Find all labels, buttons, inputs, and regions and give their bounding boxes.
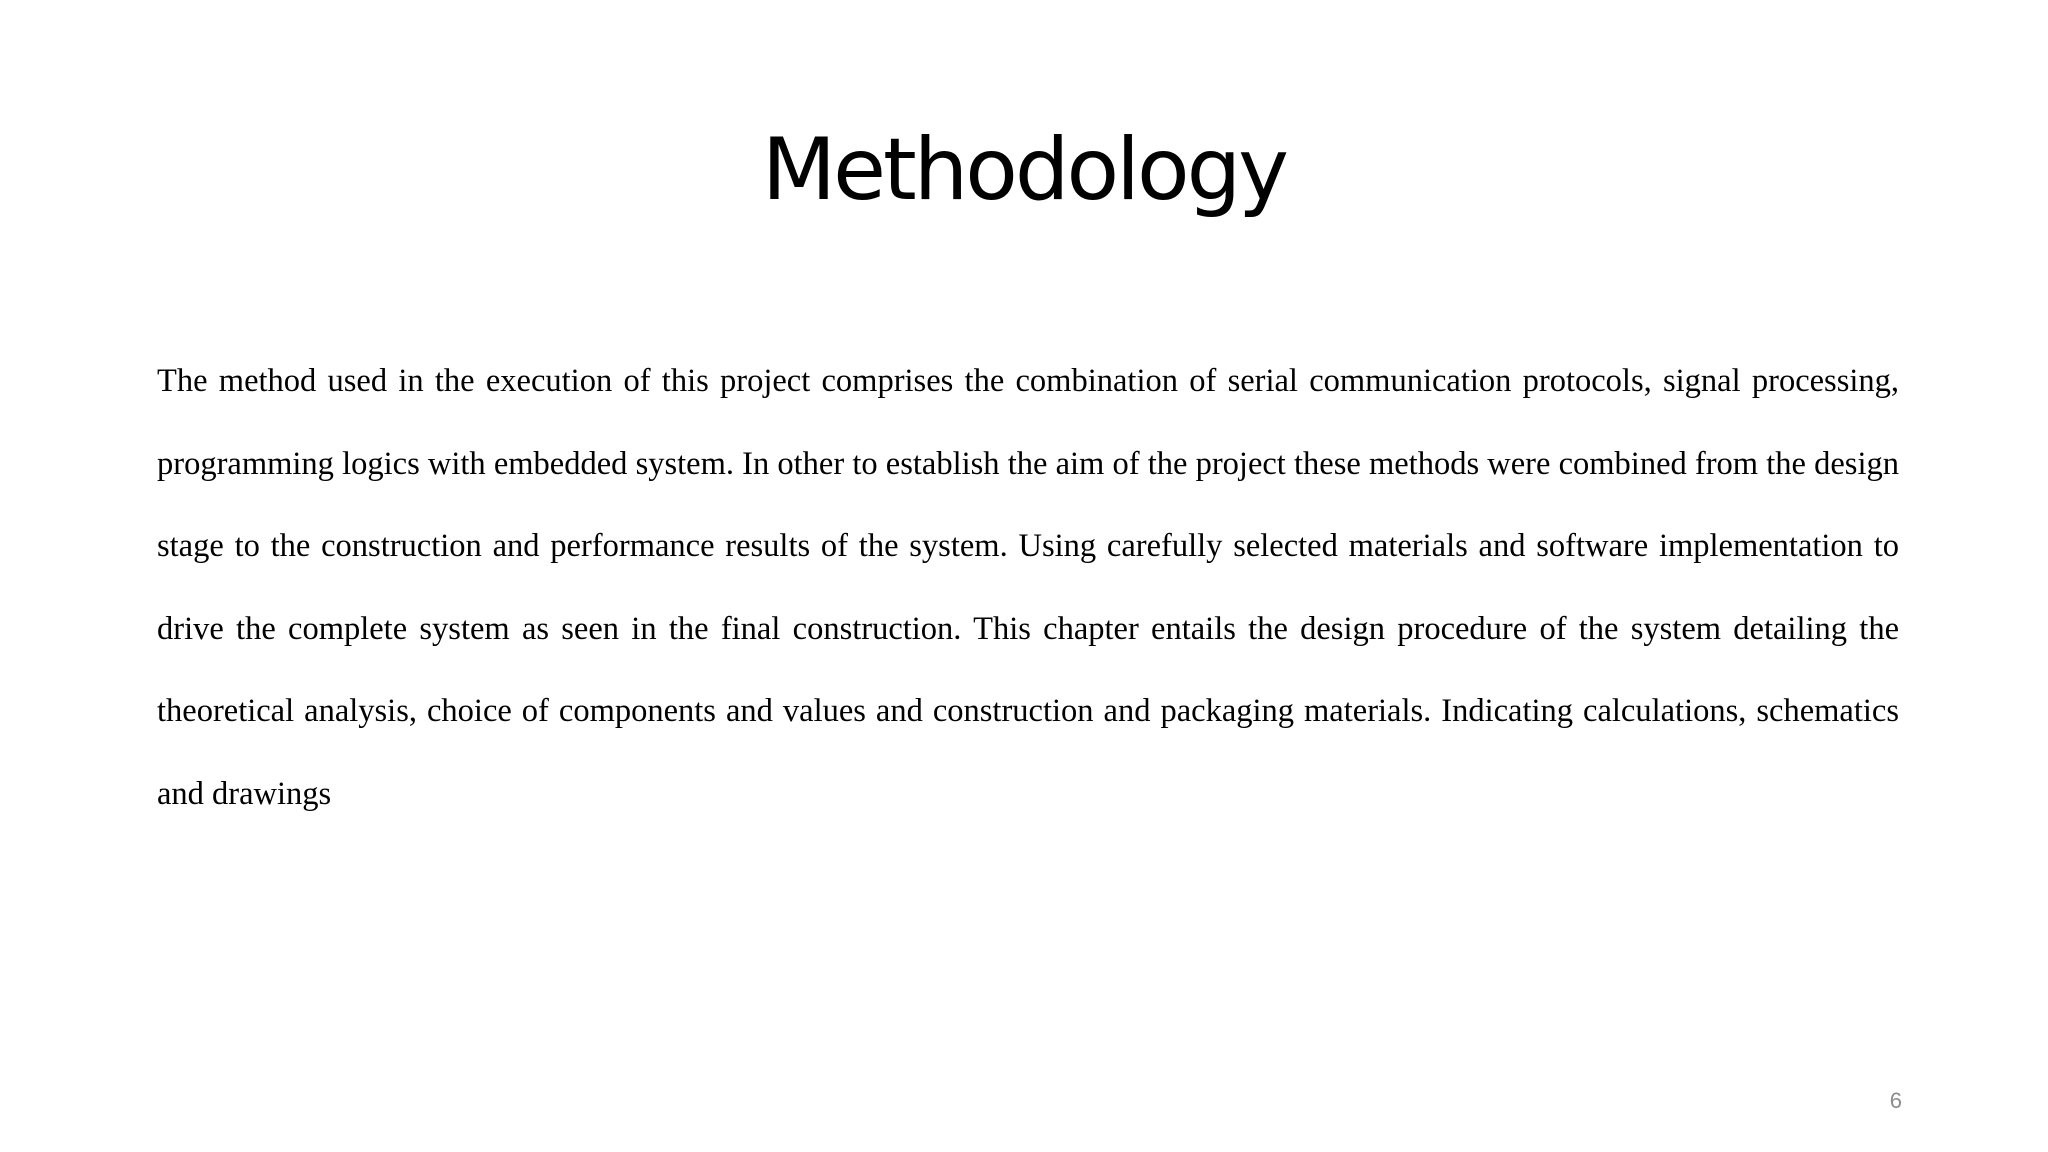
page-number: 6: [1889, 1088, 1902, 1113]
slide-body-paragraph: The method used in the execution of this project comprises the combination of serial communication protocols, signal processing, programming logics with embedded system. In other to establish the aim of the project these methods were combined from the design stage to the construction and performance results of the system. Using carefully selected materials and software implementation to drive the complete system as seen in the final construction. This chapter entails the design procedure of the system detailing the theoretical analysis, choice of components and values and construction and packaging materials. Indicating calculations, schematics and drawings: [157, 363, 1899, 812]
slide-title: Methodology: [761, 120, 1287, 220]
